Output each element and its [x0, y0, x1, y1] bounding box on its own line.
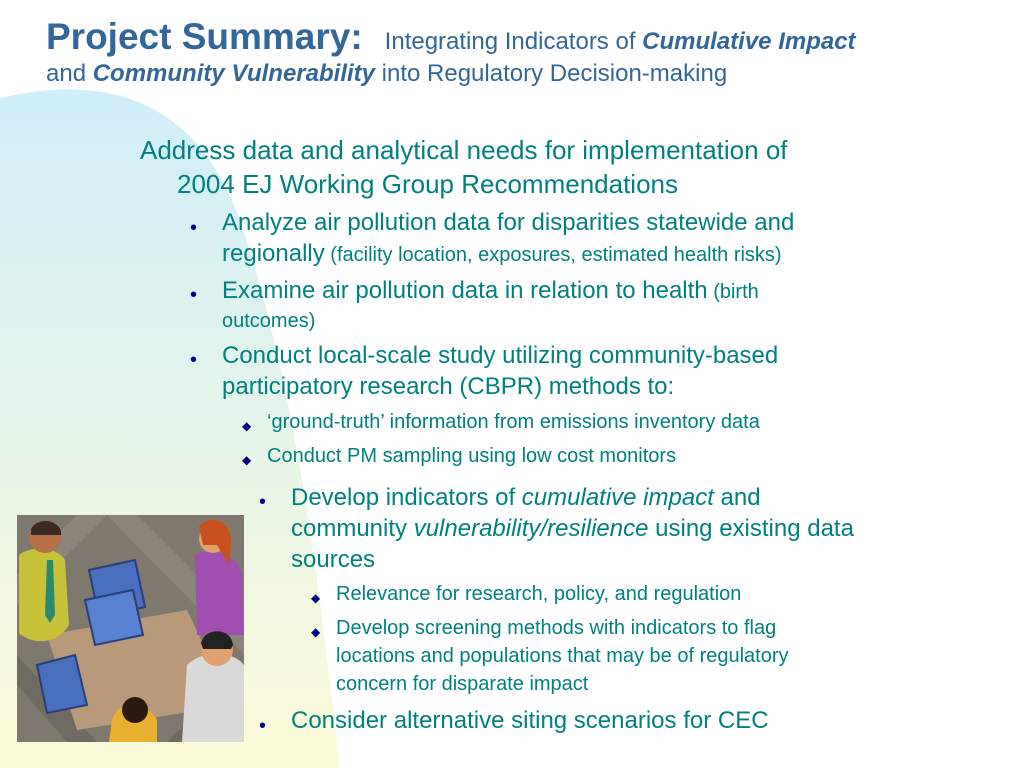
bullet-3-line-2: participatory research (CBPR) methods to: — [222, 373, 675, 400]
bullet-3-sub-2: Conduct PM sampling using low cost monitors — [267, 445, 677, 467]
bullet-2-text-b: (birth — [707, 281, 759, 303]
title-subtitle-b: Cumulative Impact — [642, 28, 856, 55]
title-subtitle-c: and — [46, 60, 93, 87]
bullet-2-line-1 — [222, 275, 759, 308]
diamond-bullet-icon: ◆ — [242, 419, 252, 433]
slide-title — [46, 16, 1006, 89]
title-main: Project Summary: — [46, 16, 363, 57]
diamond-bullet-icon: ◆ — [311, 625, 321, 639]
bullet-1-line-1: Analyze air pollution data for disparities statewide and — [222, 209, 795, 236]
diamond-bullet-icon: ◆ — [242, 453, 252, 467]
title-subtitle-d: Community Vulnerability — [92, 60, 375, 87]
bullet-4-text-f: using existing data — [648, 515, 854, 542]
diamond-bullet-icon: ◆ — [311, 591, 321, 605]
people-meeting-illustration-icon — [17, 515, 244, 742]
bullet-4-line-1 — [291, 482, 761, 513]
intro-line-1: Address data and analytical needs for implementation of — [140, 135, 788, 165]
bullet-4-text-d: community — [291, 515, 414, 542]
bullet-5-line-1: Consider alternative siting scenarios for CEC — [291, 707, 769, 734]
title-subtitle-e: into Regulatory Decision-making — [375, 60, 728, 87]
bullet-4-sub-1: Relevance for research, policy, and regulation — [336, 583, 742, 605]
bullet-4-sub-2-line-1: Develop screening methods with indicators to flag — [336, 617, 777, 639]
bullet-dot-icon: • — [190, 284, 198, 306]
bullet-dot-icon: • — [259, 491, 267, 513]
bullet-4-text-b: cumulative impact — [521, 484, 714, 511]
bullet-1-line-2 — [222, 238, 782, 271]
bullet-2-text-a: Examine air pollution data in relation to health — [222, 277, 708, 304]
bullet-dot-icon: • — [190, 349, 198, 371]
bullet-dot-icon: • — [259, 715, 267, 737]
title-subtitle-a: Integrating Indicators of — [384, 28, 643, 55]
bullet-1-text-b: (facility location, exposures, estimated health risks) — [324, 244, 782, 266]
bullet-4-text-c: and — [713, 484, 761, 511]
intro-line-2: 2004 EJ Working Group Recommendations — [177, 169, 678, 199]
bullet-4-sub-2-line-2: locations and populations that may be of regulatory — [336, 645, 789, 667]
bullet-1-text-a: regionally — [222, 240, 325, 267]
bullet-4-text-e: vulnerability/resilience — [413, 515, 649, 542]
bullet-3-line-1: Conduct local-scale study utilizing community-based — [222, 342, 779, 369]
bullet-4-line-3: sources — [291, 546, 376, 573]
bullet-dot-icon: • — [190, 217, 198, 239]
bullet-3-sub-1: ‘ground-truth’ information from emissions inventory data — [267, 411, 760, 433]
bullet-4-sub-2-line-3: concern for disparate impact — [336, 673, 589, 695]
bullet-4-line-2 — [291, 513, 854, 544]
bullet-2-line-2: outcomes) — [222, 310, 316, 332]
bullet-4-text-a: Develop indicators of — [291, 484, 522, 511]
